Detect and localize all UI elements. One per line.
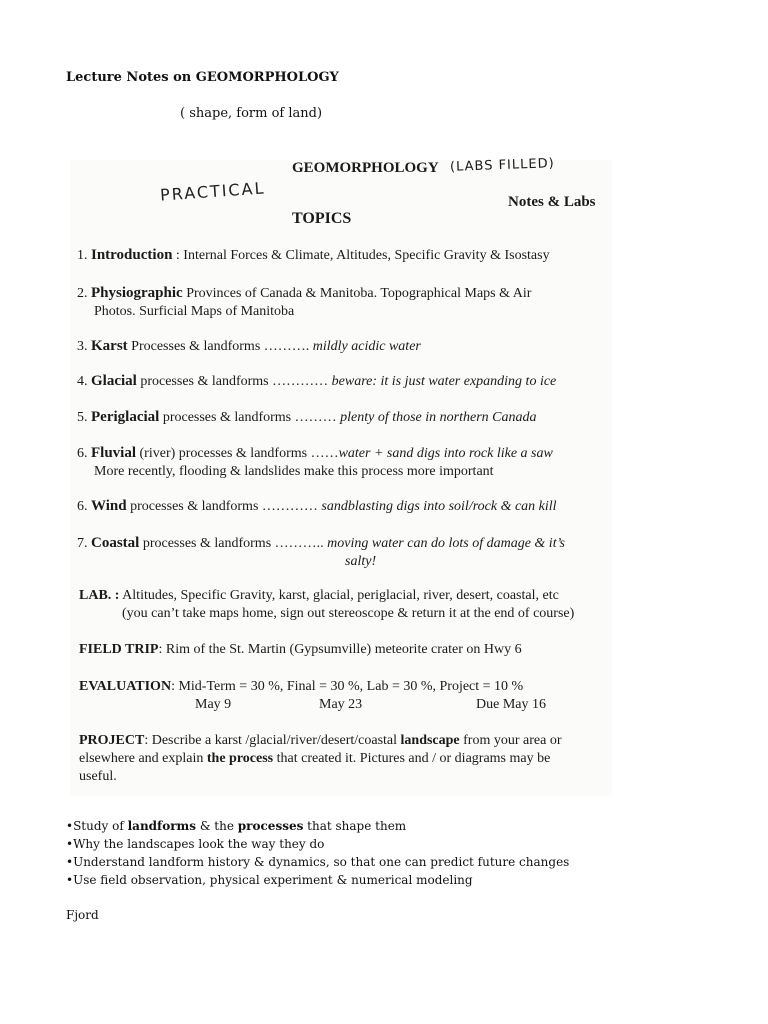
handwritten-label: PRACTICAL <box>159 178 267 205</box>
topic-item: 4. Glacial processes & landforms ………… beware: it is just water expanding to ice <box>77 373 557 389</box>
project-section: PROJECT: Describe a karst /glacial/river/desert/coastal landscape from your area or elsewhere and explain the process that created it. Pictures and / or diagrams may be useful. <box>79 733 562 784</box>
scan-title: GEOMORPHOLOGY <box>292 160 439 176</box>
list-item: •Understand landform history & dynamics, so that one can predict future changes <box>66 855 570 869</box>
evaluation-date: May 9 <box>195 697 232 712</box>
document-title: Lecture Notes on GEOMORPHOLOGY <box>66 70 339 85</box>
topic-item: 5. Periglacial processes & landforms ……… plenty of those in northern Canada <box>77 409 537 425</box>
list-item: •Use field observation, physical experiment & numerical modeling <box>66 873 473 887</box>
section-heading-fjord: Fjord <box>66 908 99 922</box>
scanned-syllabus-image <box>70 156 612 796</box>
evaluation-date: May 23 <box>319 697 363 712</box>
topics-heading: TOPICS <box>292 210 352 227</box>
topic-item: 6. Fluvial (river) processes & landforms ……water + sand digs into rock like a saw More recently, flooding & landslides make this process more important <box>77 445 553 479</box>
topic-item: 1. Introduction : Internal Forces & Climate, Altitudes, Specific Gravity & Isostasy <box>77 247 550 263</box>
topic-item: 6. Wind processes & landforms ………… sandblasting digs into soil/rock & can kill <box>77 498 557 514</box>
lab-section: LAB. : Altitudes, Specific Gravity, karst, glacial, periglacial, river, desert, coastal, etc (you can’t take maps home, sign out stereoscope & return it at the end of course) <box>79 588 575 621</box>
scan-subheading: Notes & Labs <box>508 194 596 210</box>
list-item: •Why the landscapes look the way they do <box>66 837 325 851</box>
field-trip-section: FIELD TRIP: Rim of the St. Martin (Gypsumville) meteorite crater on Hwy 6 <box>79 642 522 657</box>
evaluation-section: EVALUATION: Mid-Term = 30 %, Final = 30 %, Lab = 30 %, Project = 10 % <box>79 679 524 694</box>
topic-item: 2. Physiographic Provinces of Canada & Manitoba. Topographical Maps & Air Photos. Surficial Maps of Manitoba <box>77 285 532 319</box>
handwritten-note: (LABS FILLED) <box>449 156 555 175</box>
topic-item: 7. Coastal processes & landforms ……….. moving water can do lots of damage & it’s salty! <box>77 535 565 569</box>
topic-item: 3. Karst Processes & landforms ………. mildly acidic water <box>77 338 421 354</box>
bullet-list <box>66 817 569 889</box>
list-item: •Study of landforms & the processes that shape them <box>66 819 407 833</box>
evaluation-date: Due May 16 <box>476 697 546 712</box>
document-subtitle: ( shape, form of land) <box>180 106 323 121</box>
